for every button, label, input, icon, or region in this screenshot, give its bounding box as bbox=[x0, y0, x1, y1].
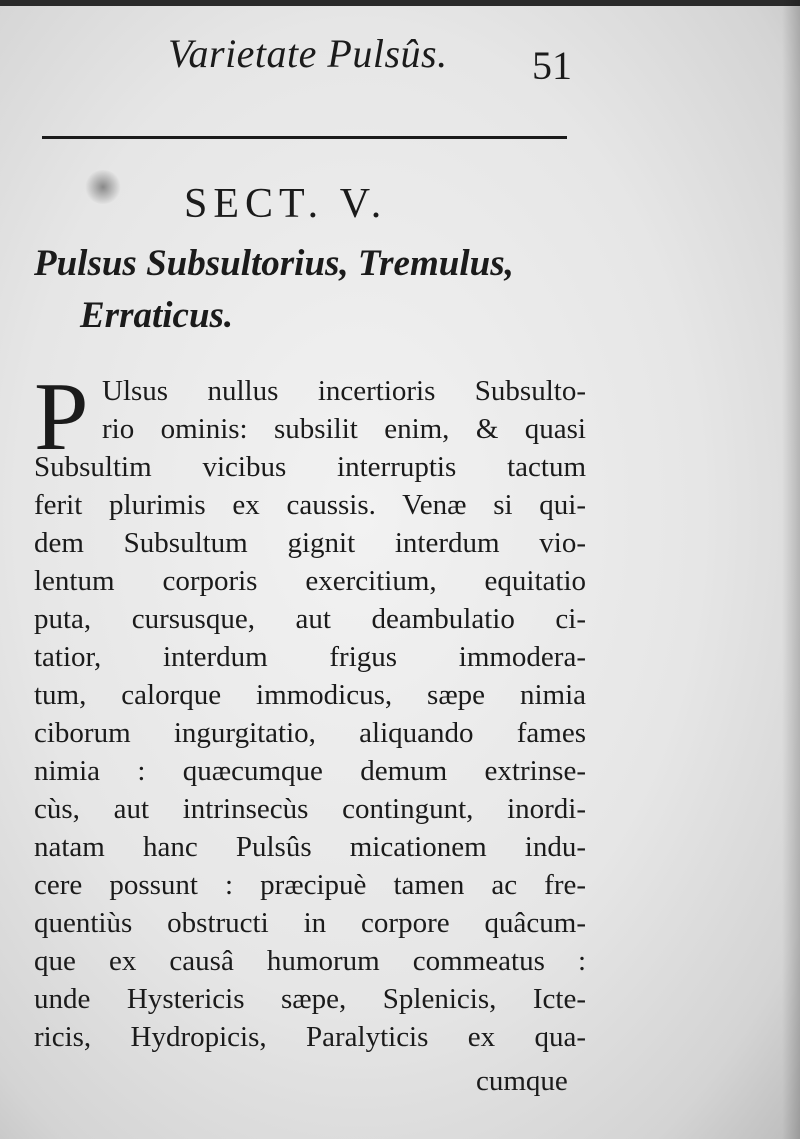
body-line: ricis, Hydropicis, Paralyticis ex qua- bbox=[34, 1021, 586, 1053]
drop-cap: P bbox=[34, 363, 89, 471]
body-line: Subsultim vicibus interruptis tactum bbox=[34, 451, 586, 483]
body-line: puta, cursusque, aut deambulatio ci- bbox=[34, 603, 586, 635]
body-line: rio ominis: subsilit enim, & quasi bbox=[102, 413, 586, 445]
ink-smudge bbox=[84, 170, 122, 204]
body-line: quentiùs obstructi in corpore quâcum- bbox=[34, 907, 586, 939]
body-line: unde Hystericis sæpe, Splenicis, Icte- bbox=[34, 983, 586, 1015]
page-number: 51 bbox=[532, 43, 572, 88]
body-line: ciborum ingurgitatio, aliquando fames bbox=[34, 717, 586, 749]
section-subtitle-line-1: Pulsus Subsultorius, Tremulus, bbox=[34, 243, 514, 284]
body-line: ferit plurimis ex caussis. Venæ si qui- bbox=[34, 489, 586, 521]
body-line: cùs, aut intrinsecùs contingunt, inordi- bbox=[34, 793, 586, 825]
body-line: cere possunt : præcipuè tamen ac fre- bbox=[34, 869, 586, 901]
body-line: nimia : quæcumque demum extrinse- bbox=[34, 755, 586, 787]
section-subtitle-line-2: Erraticus. bbox=[80, 295, 234, 336]
header-rule bbox=[42, 136, 567, 139]
section-heading: SECT. V. bbox=[184, 181, 388, 227]
body-line: que ex causâ humorum commeatus : bbox=[34, 945, 586, 977]
running-title: Varietate Pulsûs. bbox=[168, 31, 448, 76]
body-line: tatior, interdum frigus immodera- bbox=[34, 641, 586, 673]
body-line: lentum corporis exercitium, equitatio bbox=[34, 565, 586, 597]
body-line: Ulsus nullus incertioris Subsulto- bbox=[102, 375, 586, 407]
catchword: cumque bbox=[476, 1065, 568, 1097]
body-line: tum, calorque immodicus, sæpe nimia bbox=[34, 679, 586, 711]
body-line: natam hanc Pulsûs micationem indu- bbox=[34, 831, 586, 863]
body-line: dem Subsultum gignit interdum vio- bbox=[34, 527, 586, 559]
